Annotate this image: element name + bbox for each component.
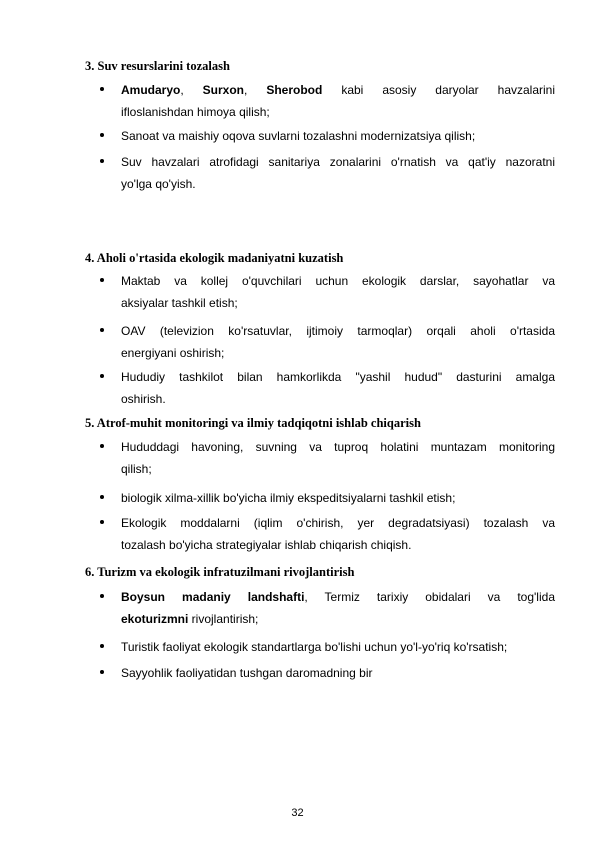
page-number: 32 bbox=[291, 807, 304, 819]
list-item-text: Turistik faoliyat ekologik standartlarga bo'lishi uchun yo'l-yo'riq ko'rsatish; bbox=[121, 640, 508, 654]
list-item-text: Sayyohlik faoliyatidan tushgan daromadning bir bbox=[121, 666, 373, 680]
bullet-icon bbox=[100, 133, 104, 137]
list-item-text: Amudaryo, Surxon, Sherobod kabi asosiy daryolar havzalarini ifloslanishdan himoya qilish; bbox=[121, 83, 556, 119]
bullet-icon bbox=[100, 278, 104, 282]
list-item bbox=[100, 125, 555, 147]
bullet-icon bbox=[100, 594, 104, 598]
list-item-text: Hududiy tashkilot bilan hamkorlikda "yashil hudud" dasturini amalga oshirish. bbox=[121, 370, 555, 406]
list-item-text: Maktab va kollej o'quvchilari uchun ekologik darslar, sayohatlar va aksiyalar tashkil etish; bbox=[121, 274, 555, 310]
bullet-icon bbox=[100, 159, 104, 163]
list-item-text: Ekologik moddalarni (iqlim o'chirish, yer degradatsiyasi) tozalash va tozalash bo'yicha strategiyalar ishlab chiqarish chiqish. bbox=[121, 516, 555, 552]
bullet-icon bbox=[100, 444, 104, 448]
section-heading: 6. Turizm va ekologik infratuzilmani rivojlantirish bbox=[85, 565, 355, 579]
list-item bbox=[100, 151, 555, 195]
list-item bbox=[100, 487, 555, 509]
list-item bbox=[100, 366, 555, 410]
bullet-icon bbox=[100, 644, 104, 648]
section-heading: 4. Aholi o'rtasida ekologik madaniyatni kuzatish bbox=[85, 251, 344, 265]
list-item-text: Sanoat va maishiy oqova suvlarni tozalashni modernizatsiya qilish; bbox=[121, 129, 476, 143]
list-item-text: OAV (televizion ko'rsatuvlar, ijtimoiy tarmoqlar) orqali aholi o'rtasida energiyani oshirish; bbox=[121, 324, 555, 360]
list-item bbox=[100, 79, 555, 123]
list-item-text: Hududdagi havoning, suvning va tuproq holatini muntazam monitoring qilish; bbox=[121, 440, 555, 476]
list-item bbox=[100, 270, 555, 314]
list-item bbox=[100, 512, 555, 556]
list-item bbox=[100, 436, 555, 480]
list-item bbox=[100, 320, 555, 364]
list-item-text: Boysun madaniy landshafti, Termiz tarixiy obidalari va tog'lida ekoturizmni rivojlantirish; bbox=[121, 590, 555, 626]
bullet-icon bbox=[100, 520, 104, 524]
bullet-icon bbox=[100, 670, 104, 674]
list-item-text: Suv havzalari atrofidagi sanitariya zonalarini o'rnatish va qat'iy nazoratni yo'lga qo'yish. bbox=[121, 155, 555, 191]
bullet-icon bbox=[100, 374, 104, 378]
bullet-icon bbox=[100, 87, 104, 91]
section-heading: 3. Suv resurslarini tozalash bbox=[85, 59, 230, 73]
bullet-icon bbox=[100, 495, 104, 499]
list-item-text: biologik xilma-xillik bo'yicha ilmiy ekspeditsiyalarni tashkil etish; bbox=[121, 491, 456, 505]
list-item bbox=[100, 662, 555, 684]
list-item bbox=[100, 636, 555, 658]
bullet-icon bbox=[100, 328, 104, 332]
list-item bbox=[100, 586, 555, 630]
section-heading: 5. Atrof-muhit monitoringi va ilmiy tadqiqotni ishlab chiqarish bbox=[85, 416, 421, 430]
